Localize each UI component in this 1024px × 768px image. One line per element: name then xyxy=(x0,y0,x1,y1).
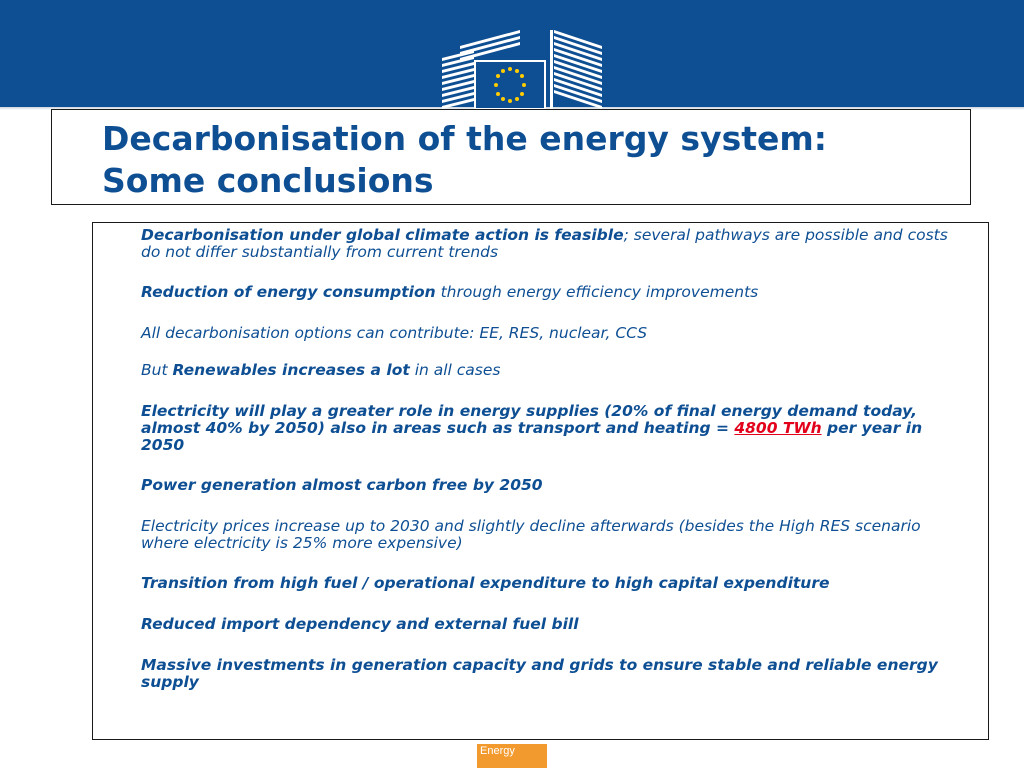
bullet-7-text: Electricity prices increase up to 2030 and slightly decline afterwards (besides the High RES scenario where electricity is 25% more expensive) xyxy=(141,517,921,552)
bullet-3-text: All decarbonisation options can contribute: EE, RES, nuclear, CCS xyxy=(141,324,648,342)
bullet-4-pre: But xyxy=(141,361,173,379)
bullet-4-bold: Renewables increases a lot xyxy=(172,361,410,379)
bullet-2-bold: Reduction of energy consumption xyxy=(141,283,436,301)
bullet-6-bold: Power generation almost carbon free by 2050 xyxy=(141,476,543,494)
european-commission-logo-icon xyxy=(440,28,608,110)
title-line-2: Some conclusions xyxy=(102,161,434,200)
bullet-5-bold-pre: Electricity will play a greater role in energy supplies (20% of final energy demand today, almost 40% by 2050) also in areas such as transport and heating = xyxy=(141,402,917,437)
bullet-9-bold: Reduced import dependency and external fuel bill xyxy=(141,615,579,633)
bullet-8 xyxy=(141,575,963,592)
content-box xyxy=(92,222,989,740)
bullet-10-bold: Massive investments in generation capacity and grids to ensure stable and reliable energy supply xyxy=(141,656,938,691)
bullet-10 xyxy=(141,657,963,691)
bullet-2-text: through energy efficiency improvements xyxy=(435,283,759,301)
bullet-3 xyxy=(141,325,963,342)
bullet-6 xyxy=(141,477,963,494)
bullet-2 xyxy=(141,284,963,301)
bullet-5 xyxy=(141,403,963,454)
bullet-1 xyxy=(141,227,963,261)
title-line-1: Decarbonisation of the energy system: xyxy=(102,119,827,158)
bullet-9 xyxy=(141,616,963,633)
bullet-7 xyxy=(141,518,963,552)
title-box xyxy=(51,109,971,205)
slide-title xyxy=(102,118,827,202)
footer-tab xyxy=(477,744,547,768)
bullet-4-text: in all cases xyxy=(409,361,501,379)
footer-label: Energy xyxy=(480,745,515,757)
electricity-figure-link[interactable]: 4800 TWh xyxy=(734,419,822,437)
bullet-8-bold: Transition from high fuel / operational expenditure to high capital expenditure xyxy=(141,574,830,592)
bullet-1-text: ; several pathways are possible and costs do not differ substantially from current trends xyxy=(141,226,948,261)
bullet-1-bold: Decarbonisation under global climate action is feasible xyxy=(141,226,624,244)
bullet-5-bold-post: per year in 2050 xyxy=(141,419,923,454)
bullet-4 xyxy=(141,362,963,379)
